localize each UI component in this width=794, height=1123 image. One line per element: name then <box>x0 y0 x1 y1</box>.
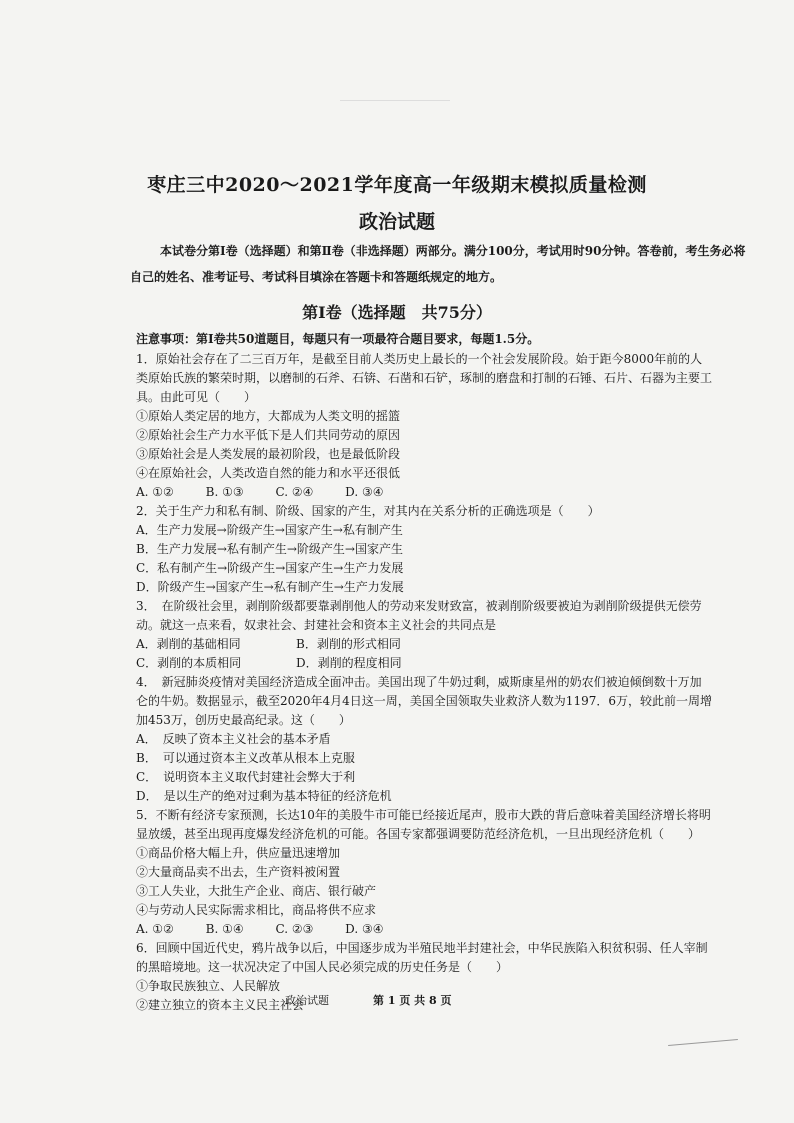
option-a: A． 反映了资本主义社会的基本矛盾 <box>136 732 331 746</box>
option-a: A. ①② <box>136 485 174 499</box>
statement: ③原始社会是人类发展的最初阶段，也是最低阶段 <box>136 447 401 461</box>
answer-options <box>136 920 712 939</box>
option-c: C． 说明资本主义取代封建社会弊大于利 <box>136 770 356 784</box>
exam-title: 枣庄三中2020～2021学年度高一年级期末模拟质量检测 <box>147 174 647 196</box>
statement: ①商品价格大幅上升，供应量迅速增加 <box>136 846 341 860</box>
option-d: D. ③④ <box>345 485 384 499</box>
question-3 <box>136 597 712 673</box>
question-list <box>136 350 712 1015</box>
answer-options <box>136 483 712 502</box>
statement: ④在原始社会，人类改造自然的能力和水平还很低 <box>136 466 401 480</box>
exam-instructions: 本试卷分第Ⅰ卷（选择题）和第Ⅱ卷（非选择题）两部分。满分100分，考试用时90分钟。答卷前，考生务必将自己的姓名、准考证号、考试科目填涂在答题卡和答题纸规定的地方。 <box>130 244 746 284</box>
statement: ①争取民族独立、人民解放 <box>136 979 281 993</box>
notice: 注意事项：第Ⅰ卷共50道题目，每题只有一项最符合题目要求，每题1.5分。 <box>136 332 540 346</box>
option-b: B．生产力发展→私有制产生→阶级产生→国家产生 <box>136 542 403 556</box>
question-stem: 3． 在阶级社会里，剥削阶级都要靠剥削他人的劳动来发财致富，被剥削阶级要被迫为剥削阶级提供无偿劳动。就这一点来看，奴隶社会、封建社会和资本主义社会的共同点是 <box>136 599 702 632</box>
statement: ②大量商品卖不出去，生产资料被闲置 <box>136 865 341 879</box>
question-5 <box>136 806 712 939</box>
option-b: B．剥削的形式相同 <box>296 637 401 651</box>
option-d: D．阶级产生→国家产生→私有制产生→生产力发展 <box>136 580 404 594</box>
option-b: B. ①③ <box>205 485 244 499</box>
question-1 <box>136 350 712 502</box>
option-a: A. ①② <box>136 922 174 936</box>
option-c: C．私有制产生→阶级产生→国家产生→生产力发展 <box>136 561 404 575</box>
footer-subject: 政治试题 <box>285 994 329 1007</box>
exam-subtitle: 政治试题 <box>358 211 435 233</box>
question-2 <box>136 502 712 597</box>
option-c: C. ②④ <box>275 485 314 499</box>
question-stem: 6．回顾中国近代史，鸦片战争以后，中国逐步成为半殖民地半封建社会，中华民族陷入积贫积弱、任人宰制的黑暗境地。这一状况决定了中国人民必须完成的历史任务是（ ） <box>136 941 708 974</box>
statement: ①原始人类定居的地方，大都成为人类文明的摇篮 <box>136 409 401 423</box>
statement: ②建立独立的资本主义民主社会 <box>136 998 305 1012</box>
part-heading: 第Ⅰ卷（选择题 共75分） <box>302 303 492 322</box>
option-d: D． 是以生产的绝对过剩为基本特征的经济危机 <box>136 789 392 803</box>
footer-page-number: 第 1 页 共 8 页 <box>373 994 452 1007</box>
option-b: B. ①④ <box>205 922 244 936</box>
question-stem: 4． 新冠肺炎疫情对美国经济造成全面冲击。美国出现了牛奶过剩，威斯康星州的奶农们被迫倾倒数十万加仑的牛奶。数据显示，截至2020年4月4日这一周，美国全国领取失业救济人数为1197．6万，较此前一周增加453万，创历史最高纪录。这（ ） <box>136 675 712 727</box>
option-d: D. ③④ <box>345 922 384 936</box>
option-b: B． 可以通过资本主义改革从根本上克服 <box>136 751 355 765</box>
question-stem: 2．关于生产力和私有制、阶级、国家的产生，对其内在关系分析的正确选项是（ ） <box>136 504 600 518</box>
scan-artifact <box>668 1039 738 1046</box>
statement: ②原始社会生产力水平低下是人们共同劳动的原因 <box>136 428 401 442</box>
option-d: D．剥削的程度相同 <box>296 656 402 670</box>
option-a: A．剥削的基础相同 <box>136 637 241 651</box>
scan-artifact <box>340 100 450 101</box>
statement: ④与劳动人民实际需求相比，商品将供不应求 <box>136 903 377 917</box>
statement: ③工人失业，大批生产企业、商店、银行破产 <box>136 884 377 898</box>
question-stem: 5．不断有经济专家预测，长达10年的美股牛市可能已经接近尾声，股市大跌的背后意味着美国经济增长将明显放缓，甚至出现再度爆发经济危机的可能。各国专家都强调要防范经济危机，一旦出现经济危机（ ） <box>136 808 711 841</box>
question-stem: 1．原始社会存在了二三百万年，是截至目前人类历史上最长的一个社会发展阶段。始于距今8000年前的人类原始氏族的繁荣时期，以磨制的石斧、石锛、石凿和石铲，琢制的磨盘和打制的石锤、石片、石器为主要工具。由此可见（ ） <box>136 352 713 404</box>
option-c: C. ②③ <box>275 922 314 936</box>
answer-options <box>136 635 712 673</box>
question-4 <box>136 673 712 806</box>
option-a: A．生产力发展→阶级产生→国家产生→私有制产生 <box>136 523 403 537</box>
option-c: C．剥削的本质相同 <box>136 656 242 670</box>
